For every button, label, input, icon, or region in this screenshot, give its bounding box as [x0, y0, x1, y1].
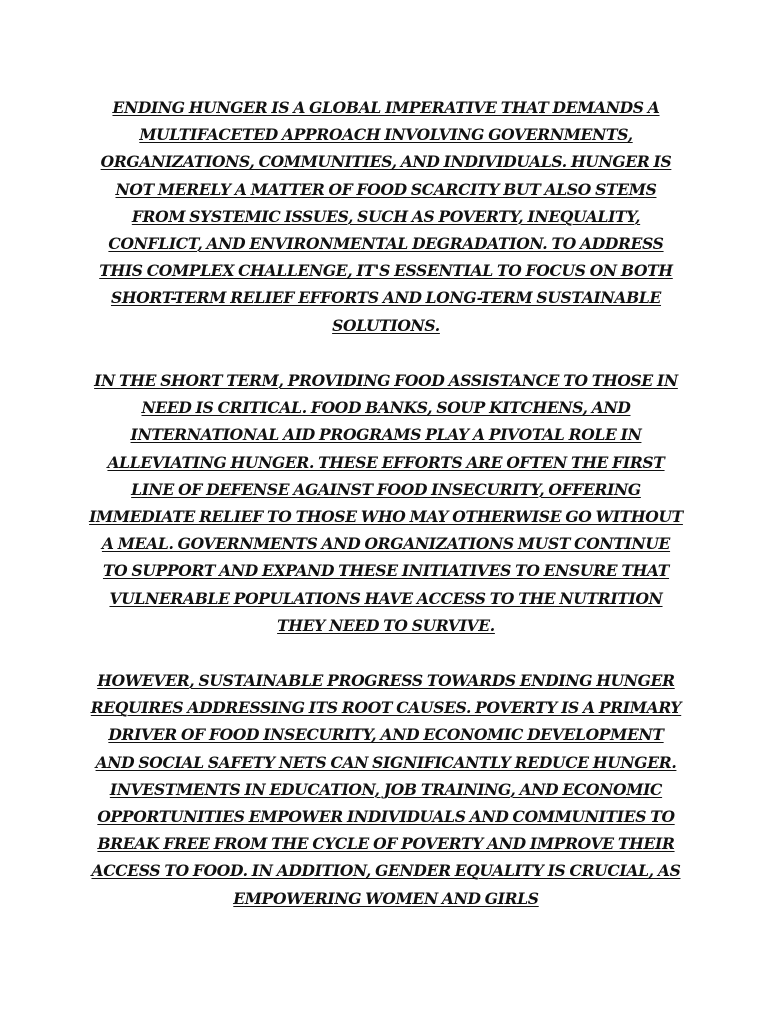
paragraph-root-causes: HOWEVER, SUSTAINABLE PROGRESS TOWARDS ENDING HUNGER REQUIRES ADDRESSING ITS ROOT CAUSES. POVERTY IS A PRIMARY DRIVER OF FOOD INSECURITY, AND ECONOMIC DEVELOPMENT AND SOCIAL SAFETY NETS CAN SIGNIFICANTLY REDUCE HUNGER. INVESTMENTS IN EDUCATION, JOB TRAINING, AND ECONOMIC OPPORTUNITIES EMPOWER INDIVIDUALS AND COMMUNITIES TO BREAK FREE FROM THE CYCLE OF POVERTY AND IMPROVE THEIR ACCESS TO FOOD. IN ADDITION, GENDER EQUALITY IS CRUCIAL, AS EMPOWERING WOMEN AND GIRLS: [90, 671, 682, 908]
paragraph-short-term: IN THE SHORT TERM, PROVIDING FOOD ASSISTANCE TO THOSE IN NEED IS CRITICAL. FOOD BANKS, SOUP KITCHENS, AND INTERNATIONAL AID PROGRAMS PLAY A PIVOTAL ROLE IN ALLEVIATING HUNGER. THESE EFFORTS ARE OFTEN THE FIRST LINE OF DEFENSE AGAINST FOOD INSECURITY, OFFERING IMMEDIATE RELIEF TO THOSE WHO MAY OTHERWISE GO WITHOUT A MEAL. GOVERNMENTS AND ORGANIZATIONS MUST CONTINUE TO SUPPORT AND EXPAND THESE INITIATIVES TO ENSURE THAT VULNERABLE POPULATIONS HAVE ACCESS TO THE NUTRITION THEY NEED TO SURVIVE.: [89, 371, 683, 635]
paragraph-intro: ENDING HUNGER IS A GLOBAL IMPERATIVE THAT DEMANDS A MULTIFACETED APPROACH INVOLVING GOVERNMENTS, ORGANIZATIONS, COMMUNITIES, AND INDIVIDUALS. HUNGER IS NOT MERELY A MATTER OF FOOD SCARCITY BUT ALSO STEMS FROM SYSTEMIC ISSUES, SUCH AS POVERTY, INEQUALITY, CONFLICT, AND ENVIRONMENTAL DEGRADATION. TO ADDRESS THIS COMPLEX CHALLENGE, IT'S ESSENTIAL TO FOCUS ON BOTH SHORT-TERM RELIEF EFFORTS AND LONG-TERM SUSTAINABLE SOLUTIONS.: [99, 98, 673, 335]
